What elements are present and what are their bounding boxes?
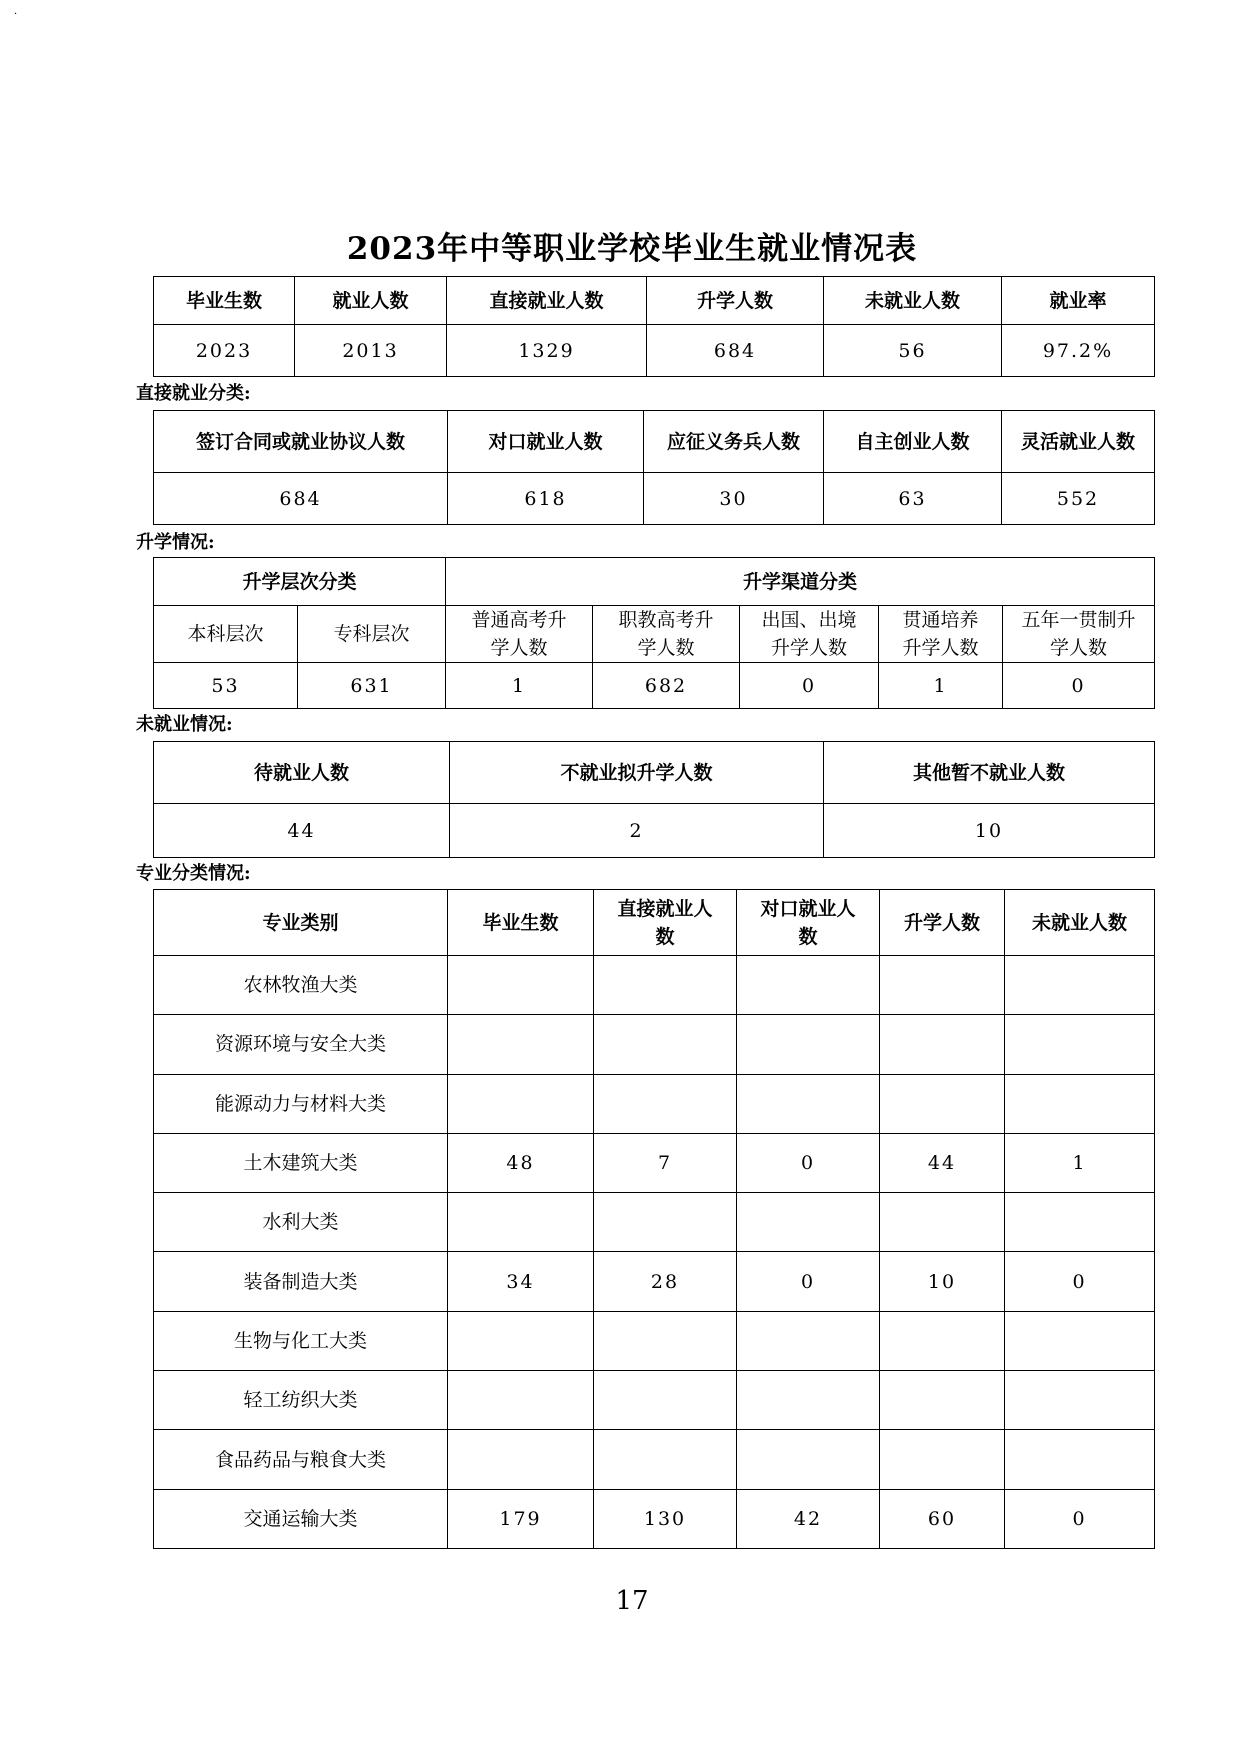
majors-cell-category: 轻工纺织大类 <box>154 1371 448 1430</box>
summary-header-further-study: 升学人数 <box>647 277 824 325</box>
majors-header-direct-employed: 直接就业人 数 <box>594 890 737 956</box>
direct-header-military: 应征义务兵人数 <box>644 411 824 473</box>
majors-cell-direct-employed: 130 <box>594 1489 737 1548</box>
further-value-associate: 631 <box>298 663 446 709</box>
unemployed-value-other: 10 <box>824 804 1155 858</box>
majors-cell-unemployed <box>1005 1015 1155 1074</box>
majors-cell-unemployed <box>1005 1430 1155 1489</box>
majors-cell-direct-employed <box>594 1371 737 1430</box>
table-row <box>154 1133 1155 1192</box>
majors-cell-graduates <box>448 956 594 1015</box>
majors-cell-graduates: 179 <box>448 1489 594 1548</box>
summary-value-employed: 2013 <box>295 325 447 377</box>
majors-header-graduates: 毕业生数 <box>448 890 594 956</box>
further-subheader-general-exam: 普通高考升 学人数 <box>446 606 593 663</box>
majors-cell-category: 装备制造大类 <box>154 1252 448 1311</box>
majors-cell-further-study <box>880 1311 1005 1370</box>
unemployed-value-planning-study: 2 <box>450 804 824 858</box>
table-row <box>154 1015 1155 1074</box>
summary-value-graduates: 2023 <box>154 325 295 377</box>
majors-cell-further-study <box>880 1193 1005 1252</box>
further-value-integrated: 1 <box>879 663 1003 709</box>
table-row <box>154 956 1155 1015</box>
direct-header-self-employed: 自主创业人数 <box>824 411 1002 473</box>
direct-value-matched: 618 <box>448 473 644 525</box>
majors-section-label: 专业分类情况: <box>136 863 251 884</box>
majors-table <box>153 889 1155 1549</box>
majors-cell-direct-employed <box>594 1193 737 1252</box>
further-section-label: 升学情况: <box>136 532 215 553</box>
direct-value-contract: 684 <box>154 473 448 525</box>
further-subheader-integrated: 贯通培养 升学人数 <box>879 606 1003 663</box>
summary-value-unemployed: 56 <box>824 325 1002 377</box>
unemployed-value-waiting: 44 <box>154 804 450 858</box>
unemployed-table <box>153 741 1155 858</box>
majors-cell-category: 农林牧渔大类 <box>154 956 448 1015</box>
unemployed-section-label: 未就业情况: <box>136 714 233 735</box>
table-row <box>154 1252 1155 1311</box>
majors-cell-graduates: 48 <box>448 1133 594 1192</box>
majors-header-unemployed: 未就业人数 <box>1005 890 1155 956</box>
majors-cell-matched <box>737 1193 880 1252</box>
majors-cell-further-study <box>880 1015 1005 1074</box>
majors-cell-direct-employed <box>594 956 737 1015</box>
further-subheader-associate: 专科层次 <box>298 606 446 663</box>
summary-header-direct-employed: 直接就业人数 <box>447 277 647 325</box>
majors-cell-further-study: 60 <box>880 1489 1005 1548</box>
majors-cell-graduates <box>448 1015 594 1074</box>
further-value-bachelor: 53 <box>154 663 298 709</box>
majors-cell-category: 能源动力与材料大类 <box>154 1074 448 1133</box>
further-group-level: 升学层次分类 <box>154 558 446 606</box>
majors-cell-category: 水利大类 <box>154 1193 448 1252</box>
table-row <box>154 1489 1155 1548</box>
direct-header-flexible: 灵活就业人数 <box>1002 411 1155 473</box>
majors-cell-category: 交通运输大类 <box>154 1489 448 1548</box>
majors-header-category: 专业类别 <box>154 890 448 956</box>
direct-header-contract: 签订合同或就业协议人数 <box>154 411 448 473</box>
direct-value-self-employed: 63 <box>824 473 1002 525</box>
summary-header-employment-rate: 就业率 <box>1002 277 1155 325</box>
majors-cell-further-study <box>880 1430 1005 1489</box>
majors-cell-further-study <box>880 956 1005 1015</box>
majors-cell-graduates <box>448 1074 594 1133</box>
majors-cell-matched: 0 <box>737 1133 880 1192</box>
majors-cell-matched: 0 <box>737 1252 880 1311</box>
majors-cell-graduates <box>448 1371 594 1430</box>
majors-cell-graduates: 34 <box>448 1252 594 1311</box>
direct-value-military: 30 <box>644 473 824 525</box>
majors-cell-further-study <box>880 1074 1005 1133</box>
majors-cell-further-study <box>880 1371 1005 1430</box>
further-group-channel: 升学渠道分类 <box>446 558 1155 606</box>
majors-cell-further-study: 44 <box>880 1133 1005 1192</box>
majors-cell-category: 食品药品与粮食大类 <box>154 1430 448 1489</box>
further-value-vocational-exam: 682 <box>593 663 740 709</box>
majors-header-further-study: 升学人数 <box>880 890 1005 956</box>
unemployed-header-planning-study: 不就业拟升学人数 <box>450 742 824 804</box>
further-value-abroad: 0 <box>740 663 879 709</box>
direct-value-flexible: 552 <box>1002 473 1155 525</box>
table-row <box>154 1074 1155 1133</box>
further-subheader-vocational-exam: 职教高考升 学人数 <box>593 606 740 663</box>
majors-cell-direct-employed <box>594 1311 737 1370</box>
summary-header-graduates: 毕业生数 <box>154 277 295 325</box>
majors-cell-unemployed <box>1005 956 1155 1015</box>
further-value-general-exam: 1 <box>446 663 593 709</box>
majors-cell-unemployed: 1 <box>1005 1133 1155 1192</box>
majors-cell-unemployed <box>1005 1074 1155 1133</box>
unemployed-header-waiting: 待就业人数 <box>154 742 450 804</box>
summary-value-employment-rate: 97.2% <box>1002 325 1155 377</box>
majors-cell-matched <box>737 1311 880 1370</box>
further-study-table <box>153 557 1155 709</box>
majors-cell-category: 资源环境与安全大类 <box>154 1015 448 1074</box>
further-subheader-five-year: 五年一贯制升 学人数 <box>1003 606 1155 663</box>
summary-table <box>153 276 1155 377</box>
table-row <box>154 1193 1155 1252</box>
majors-cell-matched <box>737 1371 880 1430</box>
majors-cell-unemployed <box>1005 1371 1155 1430</box>
direct-section-label: 直接就业分类: <box>136 383 251 404</box>
majors-cell-unemployed: 0 <box>1005 1252 1155 1311</box>
majors-cell-matched: 42 <box>737 1489 880 1548</box>
corner-mark: · <box>14 9 18 20</box>
majors-cell-matched <box>737 1074 880 1133</box>
majors-cell-unemployed <box>1005 1193 1155 1252</box>
summary-value-further-study: 684 <box>647 325 824 377</box>
table-row <box>154 1311 1155 1370</box>
majors-cell-further-study: 10 <box>880 1252 1005 1311</box>
further-subheader-abroad: 出国、出境 升学人数 <box>740 606 879 663</box>
majors-cell-direct-employed <box>594 1015 737 1074</box>
majors-cell-direct-employed: 28 <box>594 1252 737 1311</box>
majors-cell-direct-employed <box>594 1074 737 1133</box>
page-title: 2023年中等职业学校毕业生就业情况表 <box>346 231 918 267</box>
direct-header-matched: 对口就业人数 <box>448 411 644 473</box>
majors-cell-direct-employed: 7 <box>594 1133 737 1192</box>
page-number: 17 <box>615 1586 649 1616</box>
further-subheader-bachelor: 本科层次 <box>154 606 298 663</box>
summary-header-unemployed: 未就业人数 <box>824 277 1002 325</box>
unemployed-header-other: 其他暂不就业人数 <box>824 742 1155 804</box>
majors-cell-graduates <box>448 1311 594 1370</box>
majors-cell-unemployed: 0 <box>1005 1489 1155 1548</box>
direct-employment-table <box>153 410 1155 525</box>
majors-cell-direct-employed <box>594 1430 737 1489</box>
majors-header-matched: 对口就业人 数 <box>737 890 880 956</box>
further-value-five-year: 0 <box>1003 663 1155 709</box>
summary-header-employed: 就业人数 <box>295 277 447 325</box>
majors-cell-matched <box>737 956 880 1015</box>
majors-cell-category: 生物与化工大类 <box>154 1311 448 1370</box>
majors-cell-graduates <box>448 1193 594 1252</box>
majors-cell-graduates <box>448 1430 594 1489</box>
table-row <box>154 1371 1155 1430</box>
majors-cell-unemployed <box>1005 1311 1155 1370</box>
majors-cell-category: 土木建筑大类 <box>154 1133 448 1192</box>
majors-cell-matched <box>737 1015 880 1074</box>
majors-cell-matched <box>737 1430 880 1489</box>
summary-value-direct-employed: 1329 <box>447 325 647 377</box>
table-row <box>154 1430 1155 1489</box>
